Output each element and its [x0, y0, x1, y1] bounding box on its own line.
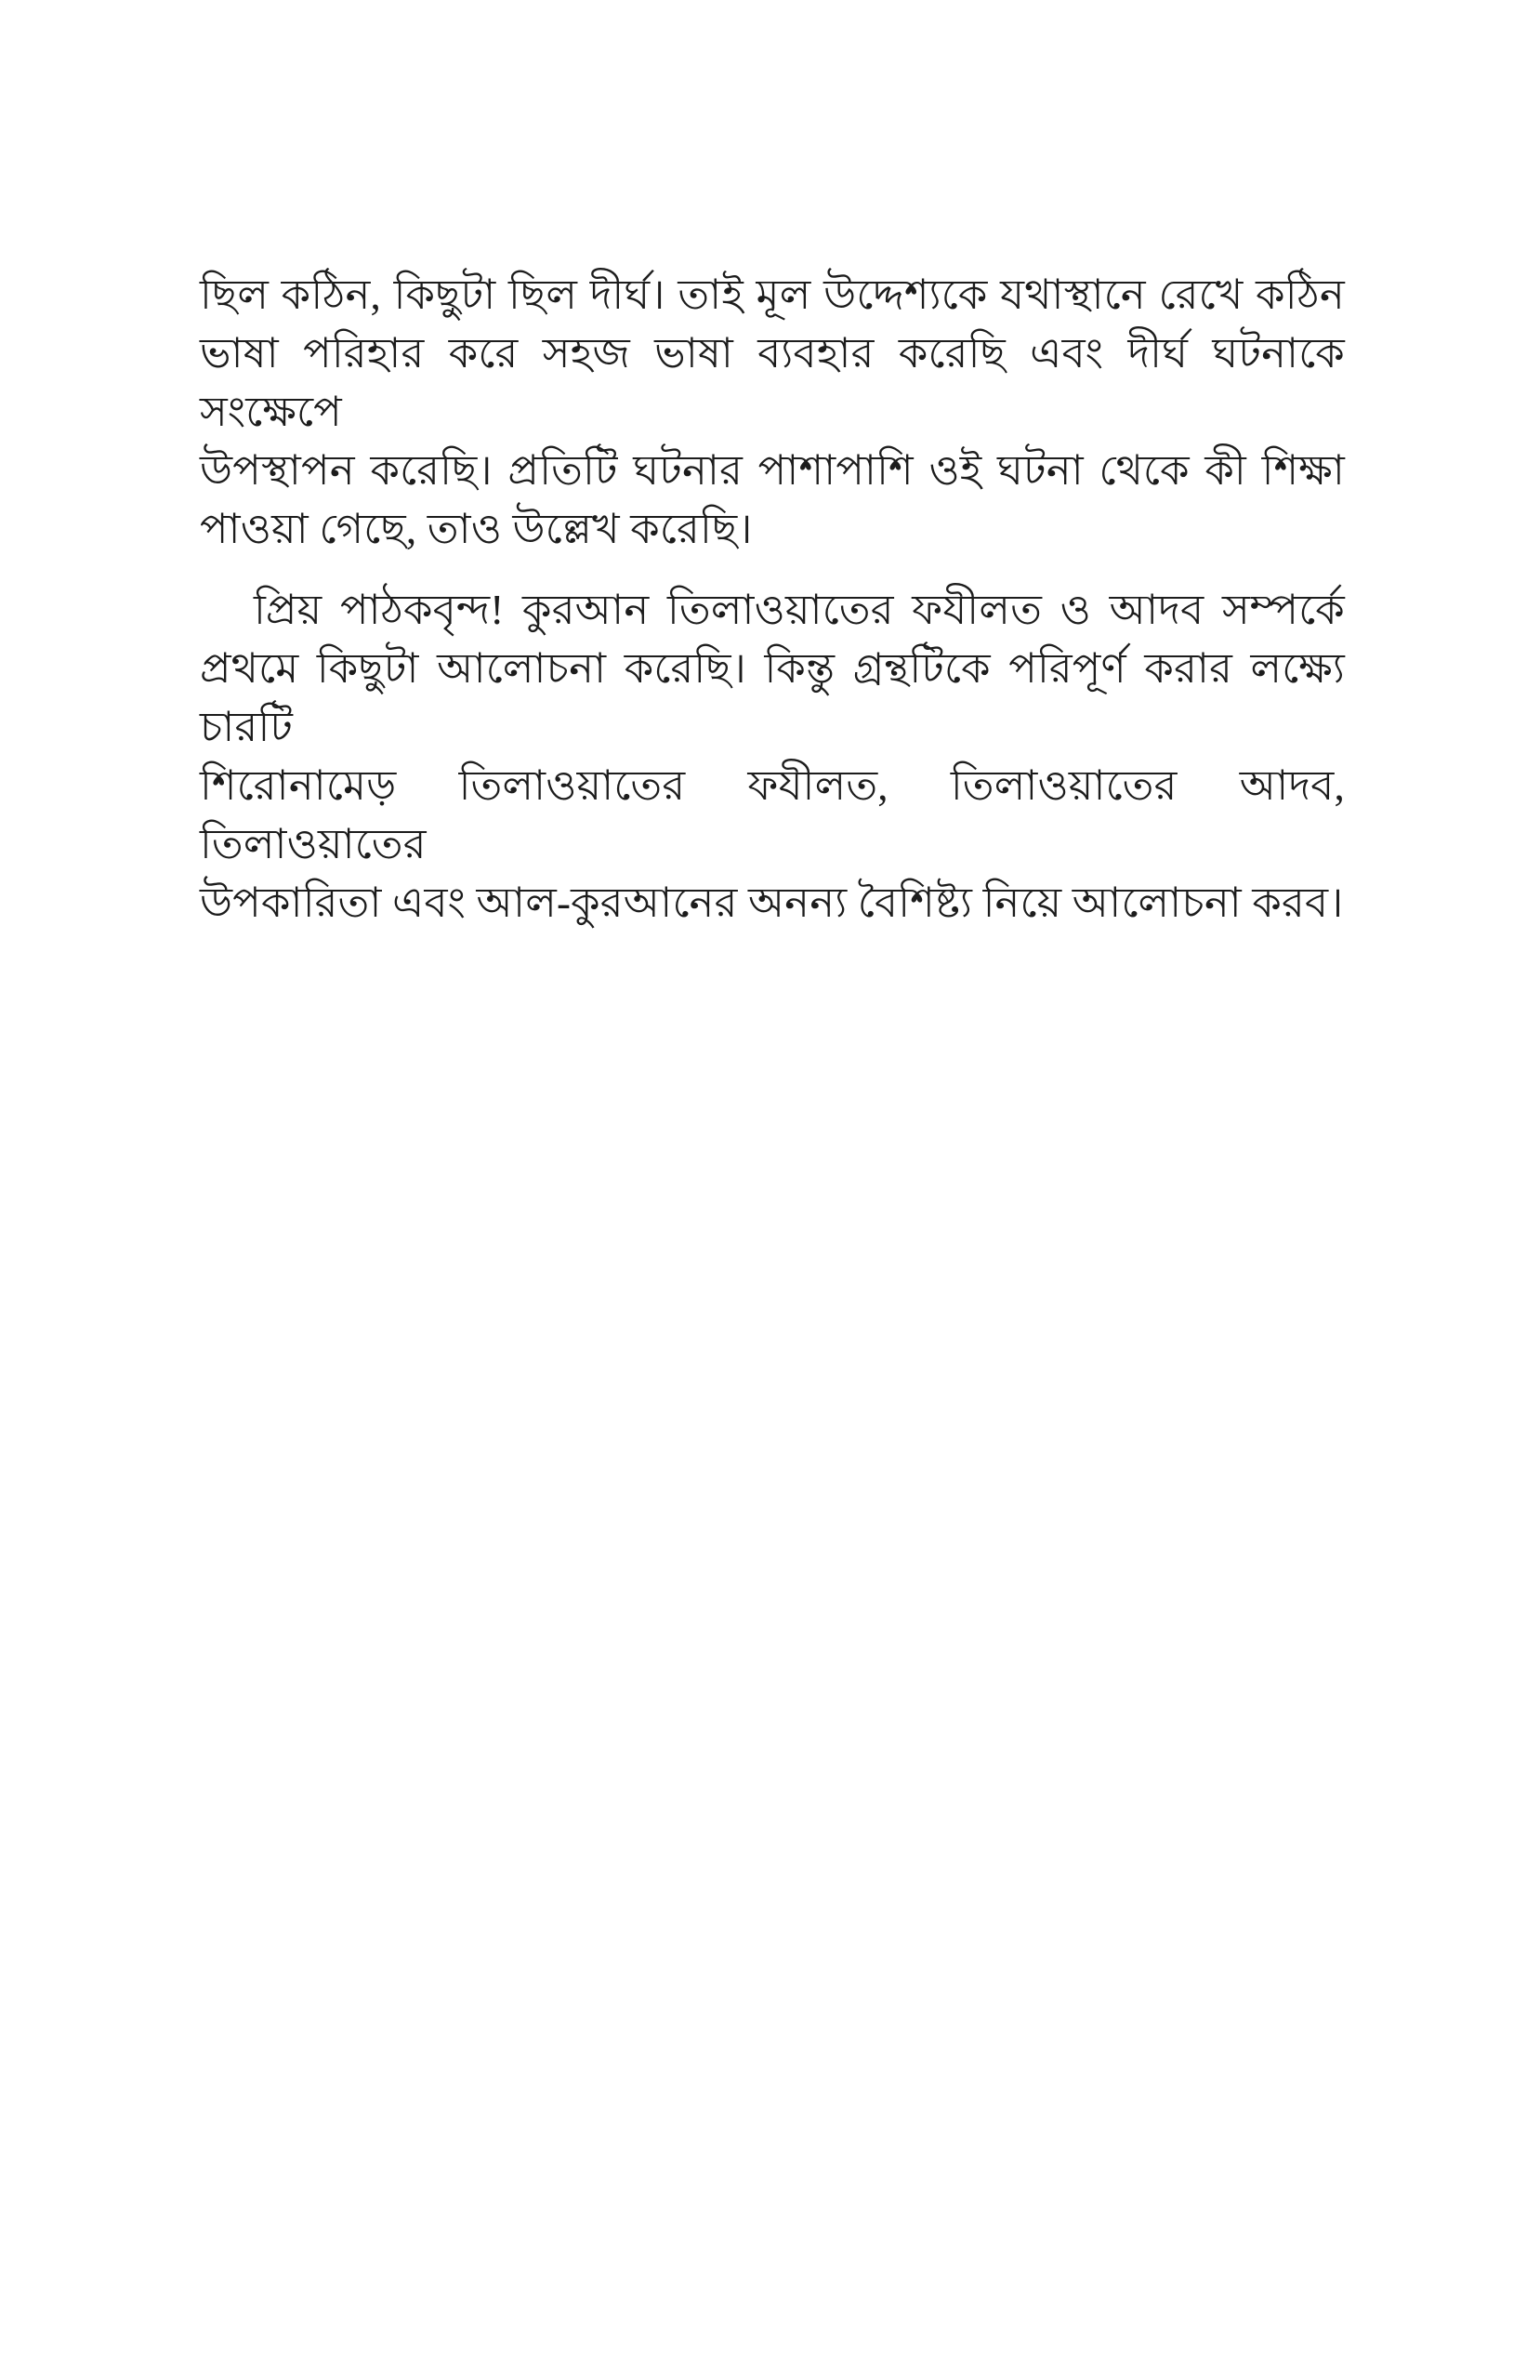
- paragraph-1: [200, 266, 1345, 559]
- text-line: শিরোনামেড় তিলাওয়াতের ফযীলত, তিলাওয়াতের আদব, তিলাওয়াতের: [200, 762, 1345, 867]
- text-line: পাওয়া গেছে, তাও উল্লেখ করেছি।: [200, 506, 753, 552]
- paragraph-2: [200, 581, 1345, 932]
- text-line: প্রথমে কিছুটা আলোচনা করেছি। কিন্তু গ্রন্থটিকে পরিপূর্ণ করার লক্ষ্যে চারটি: [200, 645, 1345, 750]
- text-line: ভাষা পরিহার করে সহজ ভাষা ব্যবহার করেছি এবং দীর্ঘ ঘটনাকে সংক্ষেপে: [200, 330, 1345, 435]
- text-line: উপকারিতা এবং আল-কুরআনের অনন্য বৈশিষ্ট্য নিয়ে আলোচনা করব।: [200, 879, 1344, 926]
- text-line: ছিল কঠিন, কিছুটা ছিল দীর্ঘ। তাই মূল উদ্দেশ্যকে যথাস্থানে রেখে কঠিন: [200, 271, 1345, 318]
- text-block: [200, 266, 1345, 932]
- text-line: প্রিয় পাঠকবৃন্দ! কুরআন তিলাওয়াতের ফযীলত ও আদব সম্পর্কে: [254, 587, 1345, 633]
- text-line: উপস্থাপন করেছি। প্রতিটি ঘটনার পাশাপাশি ওই ঘটনা থেকে কী শিক্ষা: [200, 447, 1345, 494]
